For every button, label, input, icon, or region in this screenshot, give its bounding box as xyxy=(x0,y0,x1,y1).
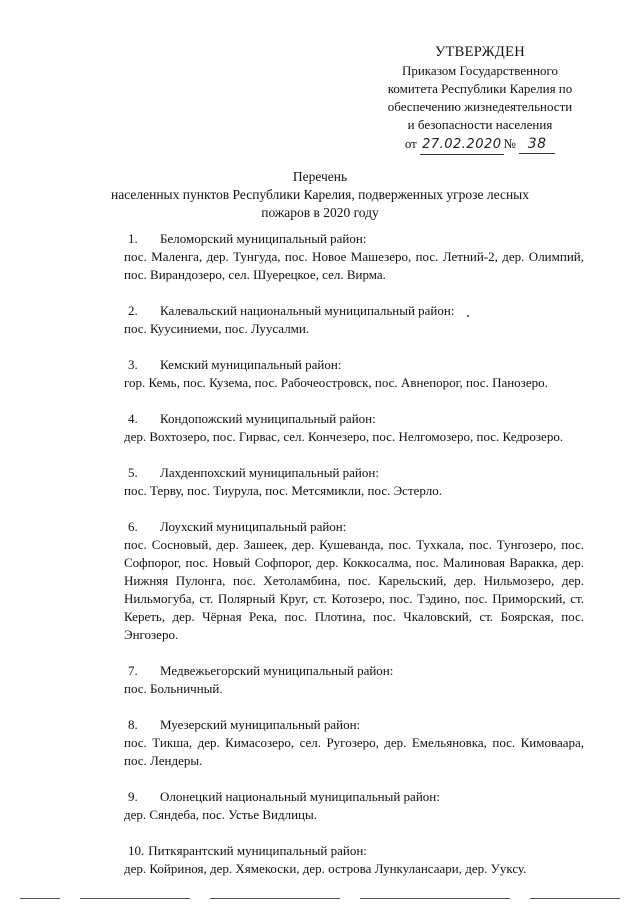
district-item-4 xyxy=(124,410,584,446)
district-heading xyxy=(124,230,584,248)
district-name: Лоухский муниципальный район: xyxy=(160,519,347,534)
district-name: Олонецкий национальный муниципальный район: xyxy=(160,789,440,804)
district-name: Беломорский муниципальный район: xyxy=(160,231,367,246)
district-number: 6. xyxy=(128,519,138,534)
district-name: Питкярантский муниципальный район: xyxy=(148,843,367,858)
district-places: пос. Сосновый, дер. Зашеек, дер. Кушеванда, пос. Тухкала, пос. Тунгозеро, пос. Софпорог, пос. Новый Софпорог, дер. Коккосалма, пос. Малиновая Варакка, дер. Нижняя Пулонга, пос. Хетоламбина, пос. Карельский, дер. Нильмозеро, дер. Нильмогуба, ст. Полярный Круг, ст. Котозеро, пос. Тэдино, пос. Приморский, ст. Кереть, дер. Чёрная Река, пос. Плотина, пос. Чкаловский, ст. Боярская, пос. Энгозеро. xyxy=(124,537,584,642)
approval-line-3: обеспечению жизнедеятельности xyxy=(387,99,573,114)
district-item-8 xyxy=(124,716,584,770)
district-number: 3. xyxy=(128,357,138,372)
district-number: 2. xyxy=(128,303,138,318)
document-title xyxy=(80,168,560,222)
district-number: 5. xyxy=(128,465,138,480)
district-item-5 xyxy=(124,464,584,500)
date-prefix: от xyxy=(404,136,417,151)
approval-line-2: комитета Республики Карелия по xyxy=(387,81,573,96)
district-heading xyxy=(124,356,584,374)
title-line-2: населенных пунктов Республики Карелия, подверженных угрозе лесных xyxy=(111,187,529,202)
district-number: 8. xyxy=(128,717,138,732)
district-places: дер. Сяндеба, пос. Устье Видлицы. xyxy=(124,807,317,822)
district-heading xyxy=(124,410,584,428)
district-list xyxy=(124,230,584,896)
district-heading xyxy=(124,302,584,320)
district-heading xyxy=(124,716,584,734)
district-name: Калевальский национальный муниципальный район: xyxy=(160,303,455,318)
district-heading xyxy=(124,464,584,482)
district-places: дер. Вохтозеро, пос. Гирвас, сел. Кончезеро, пос. Нелгомозеро, пос. Кедрозеро. xyxy=(124,429,564,444)
district-places: пос. Куусиниеми, пос. Луусалми. xyxy=(124,321,310,336)
district-item-9 xyxy=(124,788,584,824)
district-number: 9. xyxy=(128,789,138,804)
handwritten-order-number: 38 xyxy=(519,135,555,154)
approval-line-1: Приказом Государственного xyxy=(401,63,559,78)
district-places: дер. Койриноя, дер. Хямекоски, дер. острова Лункулансаари, дер. Ууксу. xyxy=(124,861,527,876)
district-places: пос. Больничный. xyxy=(124,681,223,696)
district-heading xyxy=(124,518,584,536)
district-item-1 xyxy=(124,230,584,284)
district-item-10 xyxy=(124,842,584,878)
title-line-1: Перечень xyxy=(292,169,348,184)
approval-date-number-line xyxy=(360,135,600,155)
district-item-3 xyxy=(124,356,584,392)
approval-heading: УТВЕРЖДЕН xyxy=(434,44,526,60)
district-number: 1. xyxy=(128,231,138,246)
district-name: Лахденпохский муниципальный район: xyxy=(160,465,379,480)
number-sign: № xyxy=(503,136,516,151)
district-number: 7. xyxy=(128,663,138,678)
district-places: гор. Кемь, пос. Кузема, пос. Рабочеостровск, пос. Авнепорог, пос. Панозеро. xyxy=(124,375,548,390)
handwritten-date: 27.02.2020 xyxy=(420,136,503,155)
district-name: Медвежьегорский муниципальный район: xyxy=(160,663,394,678)
district-name: Кондопожский муниципальный район: xyxy=(160,411,376,426)
title-line-3: пожаров в 2020 году xyxy=(261,205,379,220)
district-item-6 xyxy=(124,518,584,644)
district-item-2 xyxy=(124,302,584,338)
district-heading xyxy=(124,842,584,860)
district-name: Муезерский муниципальный район: xyxy=(160,717,361,732)
district-places: пос. Маленга, дер. Тунгуда, пос. Новое Машезеро, пос. Летний-2, дер. Олимпий, пос. Вирандозеро, сел. Шуерецкое, сел. Вирма. xyxy=(124,249,584,282)
district-number: 4. xyxy=(128,411,138,426)
approval-block xyxy=(360,42,600,155)
district-item-7 xyxy=(124,662,584,698)
scan-bottom-edge xyxy=(0,898,640,901)
district-name: Кемский муниципальный район: xyxy=(160,357,342,372)
district-places: пос. Тикша, дер. Кимасозеро, сел. Ругозеро, дер. Емельяновка, пос. Кимоваара, пос. Лендеры. xyxy=(124,735,584,768)
district-number: 10. xyxy=(128,843,145,858)
approval-line-4: и безопасности населения xyxy=(407,117,553,132)
district-places: пос. Терву, пос. Тиурула, пос. Метсямикли, пос. Эстерло. xyxy=(124,483,442,498)
district-heading xyxy=(124,788,584,806)
district-heading xyxy=(124,662,584,680)
